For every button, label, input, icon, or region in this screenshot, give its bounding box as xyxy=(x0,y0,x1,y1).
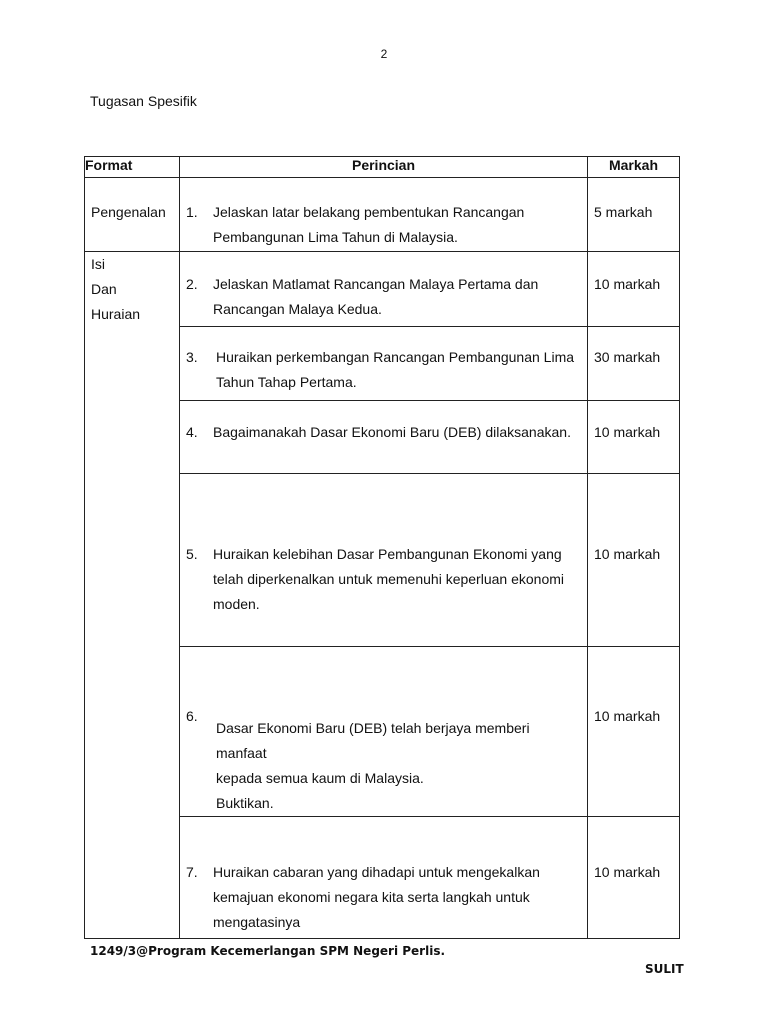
item-text-line: Rancangan Malaya Kedua. xyxy=(213,301,382,317)
perincian-cell xyxy=(180,817,588,939)
item-text-line: mengatasinya xyxy=(213,914,301,930)
table-row xyxy=(85,178,680,252)
perincian-cell xyxy=(180,474,588,647)
page-title: Tugasan Spesifik xyxy=(90,93,197,109)
format-label: Pengenalan xyxy=(91,204,166,220)
marks-value: 10 markah xyxy=(594,708,661,724)
rubric-table xyxy=(84,156,680,939)
marks-value: 10 markah xyxy=(594,546,661,562)
format-label-isi xyxy=(85,252,179,327)
marks-value: 30 markah xyxy=(594,349,661,365)
marks-cell xyxy=(588,647,680,817)
item-text-line: Dasar Ekonomi Baru (DEB) telah berjaya memberi manfaat xyxy=(216,720,530,761)
item-number: 6. xyxy=(186,708,198,724)
marks-cell xyxy=(588,252,680,327)
item-text-line: telah diperkenalkan untuk memenuhi keperluan ekonomi xyxy=(213,571,564,587)
item-number: 4. xyxy=(186,424,198,440)
item-number: 7. xyxy=(186,864,198,880)
perincian-cell xyxy=(180,401,588,474)
footer-sulit: SULIT xyxy=(645,962,684,976)
item-text-line: Bagaimanakah Dasar Ekonomi Baru (DEB) dilaksanakan. xyxy=(213,424,571,440)
item-text-line: Huraikan cabaran yang dihadapi untuk mengekalkan xyxy=(213,864,540,880)
marks-value: 10 markah xyxy=(594,864,661,880)
format-label-line: Huraian xyxy=(91,306,141,322)
format-label-line: Dan xyxy=(91,281,117,297)
header-perincian: Perincian xyxy=(180,157,588,178)
item-text-line: Pembangunan Lima Tahun di Malaysia. xyxy=(213,229,458,245)
table-row xyxy=(85,252,680,327)
marks-cell xyxy=(588,327,680,401)
item-number: 2. xyxy=(186,276,198,292)
item-text-line: Huraikan kelebihan Dasar Pembangunan Ekonomi yang xyxy=(213,546,562,562)
header-format: Format xyxy=(85,157,180,178)
marks-cell xyxy=(588,401,680,474)
marks-value: 10 markah xyxy=(594,424,661,440)
perincian-cell xyxy=(180,252,588,327)
header-markah: Markah xyxy=(588,157,680,178)
perincian-cell xyxy=(180,327,588,401)
perincian-cell xyxy=(180,178,588,252)
item-text-line: Tahun Tahap Pertama. xyxy=(216,374,357,390)
format-cell-isi xyxy=(85,252,180,939)
perincian-cell xyxy=(180,647,588,817)
item-text-line: Huraikan perkembangan Rancangan Pembangunan Lima xyxy=(216,349,575,365)
item-number: 3. xyxy=(186,349,198,365)
item-text-line: moden. xyxy=(213,596,260,612)
item-text-line: Jelaskan latar belakang pembentukan Rancangan xyxy=(213,204,525,220)
footer-code: 1249/3@Program Kecemerlangan SPM Negeri Perlis. xyxy=(90,944,446,958)
format-cell-pengenalan xyxy=(85,178,180,252)
table-header-row xyxy=(85,157,680,178)
item-number: 1. xyxy=(186,204,198,220)
marks-value: 5 markah xyxy=(594,204,653,220)
item-text-line: kemajuan ekonomi negara kita serta langkah untuk xyxy=(213,889,530,905)
item-text-line: Buktikan. xyxy=(216,795,274,811)
marks-cell xyxy=(588,474,680,647)
item-number: 5. xyxy=(186,546,198,562)
marks-value: 10 markah xyxy=(594,276,661,292)
page-number: 2 xyxy=(380,47,388,61)
item-text-line: kepada semua kaum di Malaysia. xyxy=(216,770,424,786)
marks-cell xyxy=(588,817,680,939)
item-text-line: Jelaskan Matlamat Rancangan Malaya Pertama dan xyxy=(213,276,539,292)
format-label-line: Isi xyxy=(91,256,105,272)
marks-cell xyxy=(588,178,680,252)
